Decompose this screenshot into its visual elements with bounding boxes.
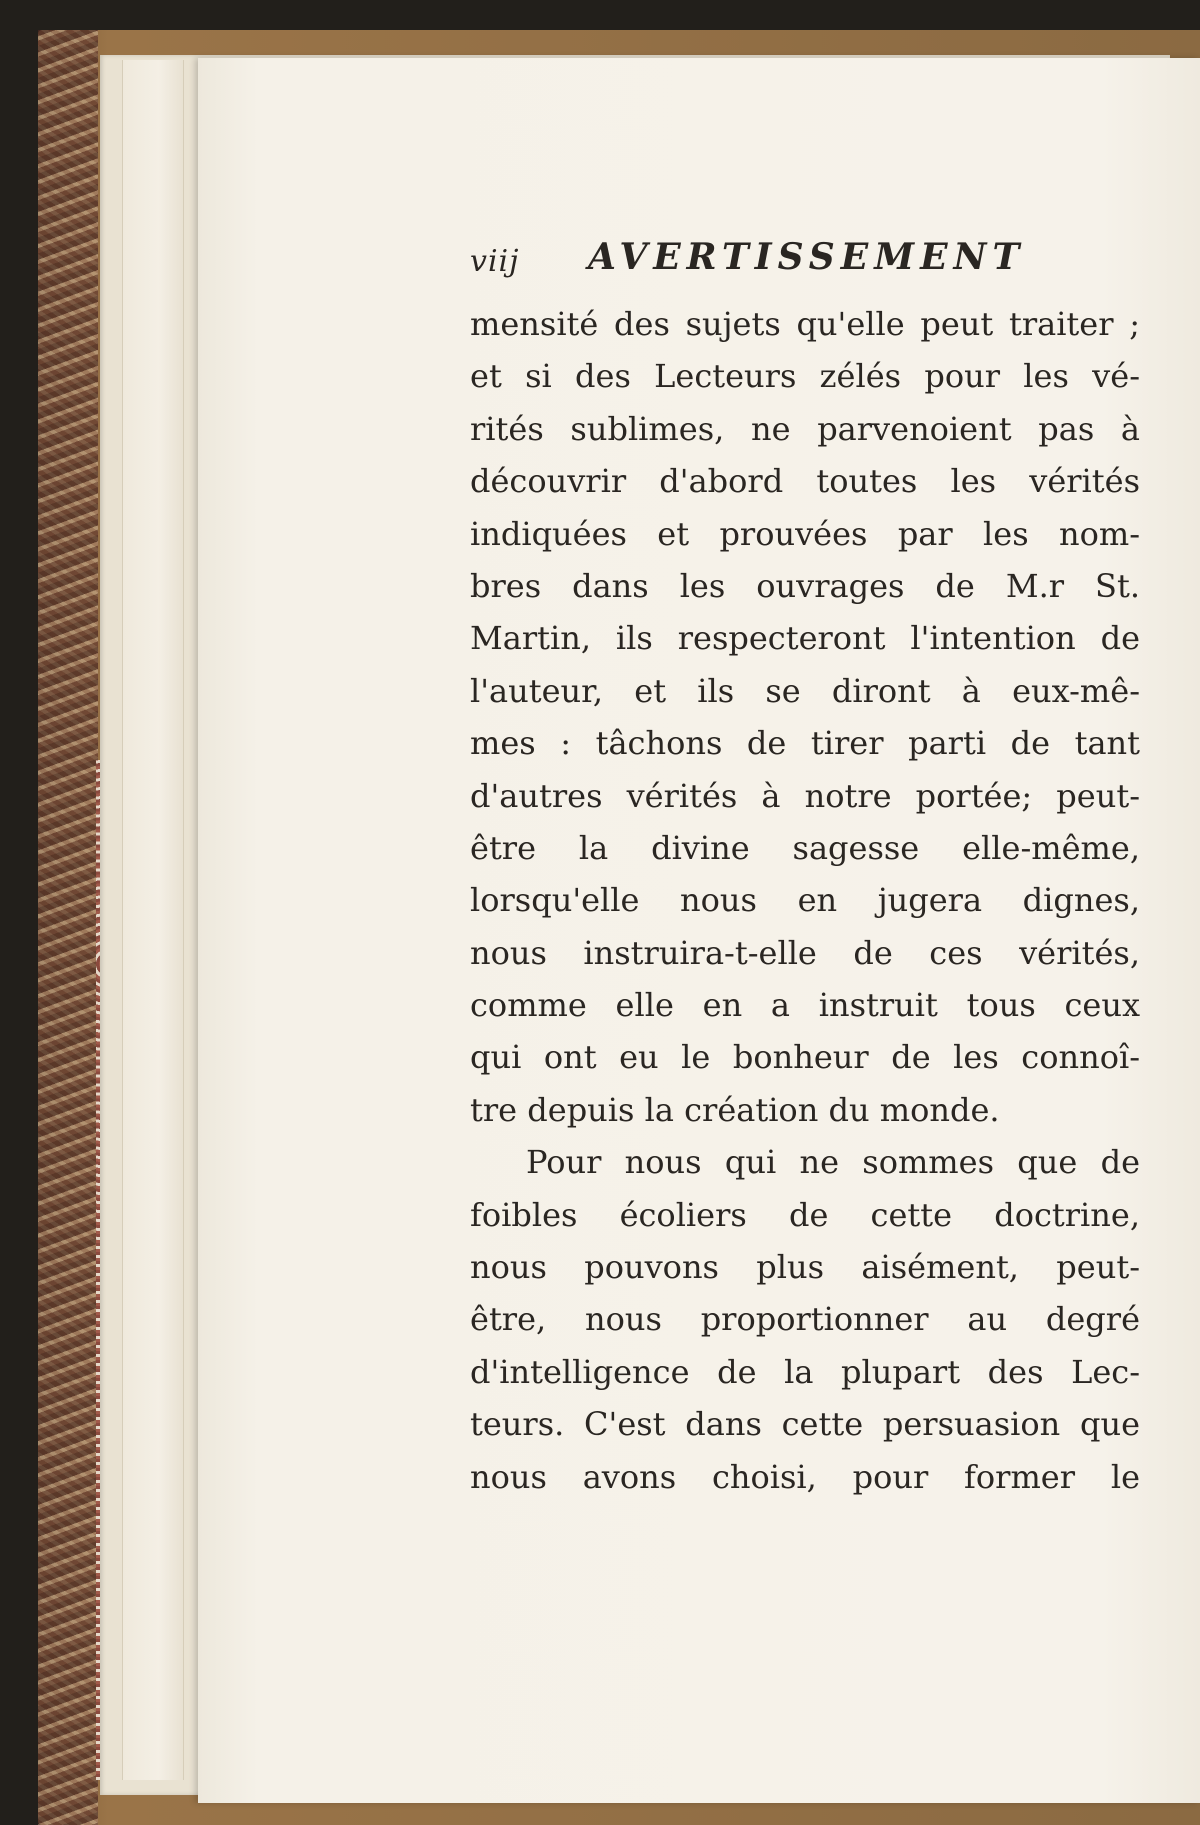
text-line: mes : tâchons de tirer parti de tant — [470, 724, 1140, 763]
text-line: teurs. C'est dans cette persuasion que — [470, 1405, 1140, 1444]
running-head — [470, 236, 1140, 286]
text-line: bres dans les ouvrages de M.r St. — [470, 566, 1140, 605]
page-text-block — [470, 236, 1140, 1503]
text-line: nous avons choisi, pour former le — [470, 1457, 1140, 1496]
text-line: comme elle en a instruit tous ceux — [470, 986, 1140, 1025]
text-line: nous instruira-t-elle de ces vérités, — [470, 933, 1140, 972]
text-line: indiquées et prouvées par les nom- — [470, 514, 1140, 553]
text-line: être la divine sagesse elle-même, — [470, 828, 1140, 867]
text-line: d'intelligence de la plupart des Lec- — [470, 1352, 1140, 1391]
marbled-binding-edge — [38, 30, 98, 1825]
text-line: rités sublimes, ne parvenoient pas à — [470, 409, 1140, 448]
text-line: nous pouvons plus aisément, peut- — [470, 1248, 1140, 1287]
text-line: mensité des sujets qu'elle peut traiter ; — [470, 305, 1140, 343]
text-line: être, nous proportionner au degré — [470, 1300, 1140, 1339]
text-line: foibles écoliers de cette doctrine, — [470, 1195, 1140, 1234]
text-line: qui ont eu le bonheur de les connoî- — [470, 1038, 1140, 1077]
paragraph-start-line: Pour nous qui ne sommes que de — [526, 1143, 1140, 1182]
text-line: découvrir d'abord toutes les vérités — [470, 462, 1140, 501]
flyleaf-stub — [122, 60, 184, 1780]
text-line: Martin, ils respecteront l'intention de — [470, 619, 1140, 658]
paragraph-end-line: tre depuis la création du monde. — [470, 1090, 1000, 1129]
text-line: d'autres vérités à notre portée; peut- — [470, 776, 1140, 815]
running-title: AVERTISSEMENT — [588, 236, 1026, 278]
page-number: viij — [470, 244, 520, 279]
text-line: et si des Lecteurs zélés pour les vé- — [470, 357, 1140, 396]
text-line: l'auteur, et ils se diront à eux-mê- — [470, 671, 1140, 710]
text-line: lorsqu'elle nous en jugera dignes, — [470, 881, 1140, 920]
